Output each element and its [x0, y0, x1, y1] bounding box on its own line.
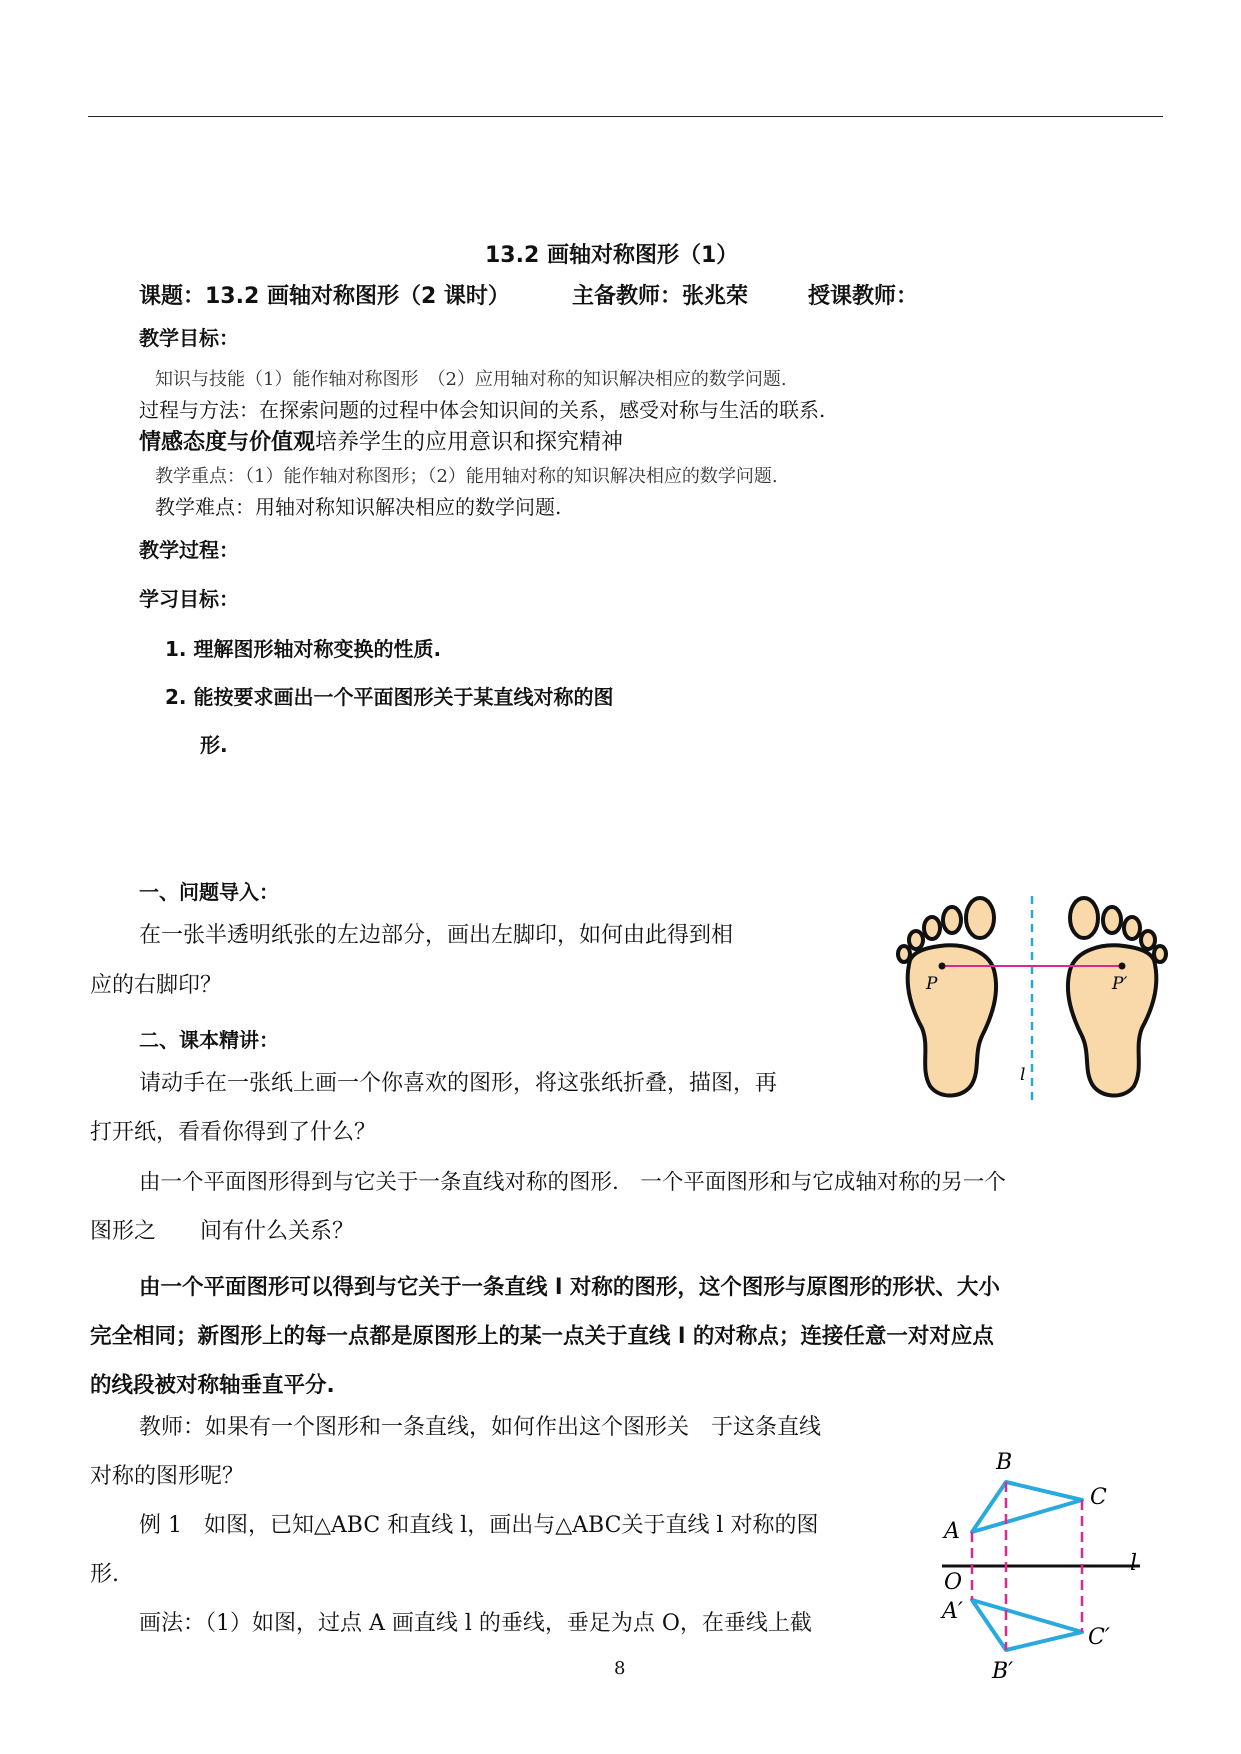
learning-item-2b: 形.: [200, 733, 228, 757]
goals-heading: 教学目标：: [139, 326, 239, 350]
label-a-prime: A′: [942, 1599, 963, 1624]
learning-item-2a: 2. 能按要求画出一个平面图形关于某直线对称的图: [165, 685, 614, 709]
doc-title: 13.2 画轴对称图形（1）: [485, 243, 739, 268]
label-c: C: [1090, 1485, 1107, 1510]
label-o: O: [944, 1570, 963, 1595]
left-footprint: [898, 898, 996, 1096]
triangle-abc: [972, 1482, 1082, 1532]
section-1-para-line-2: 应的右脚印？: [90, 973, 223, 998]
point-p-prime-dot: [1119, 963, 1126, 970]
right-footprint: [1068, 898, 1166, 1096]
difficulties: 教学难点：用轴对称知识解决相应的数学问题.: [155, 495, 562, 519]
section-1-para-line-1: 在一张半透明纸张的左边部分，画出左脚印，如何由此得到相: [139, 923, 734, 948]
section-2-para-2-line-2: 图形之 间有什么关系？: [90, 1219, 355, 1244]
goal-emotion: [139, 425, 623, 456]
section-2-heading: 二、课本精讲：: [139, 1028, 279, 1052]
label-p-prime: P′: [1112, 974, 1128, 994]
section-1-heading: 一、问题导入：: [139, 880, 279, 904]
property-line-2: 完全相同；新图形上的每一点都是原图形上的某一点关于直线 l 的对称点；连接任意一对对应点: [90, 1324, 994, 1349]
example-line-2: 形.: [90, 1562, 119, 1587]
page-number: 8: [614, 1658, 626, 1679]
triangle-a2b2c2: [972, 1600, 1082, 1650]
goal-emotion-label: 情感态度与价值观: [139, 430, 316, 455]
header-topic: 课题：13.2 画轴对称图形（2 课时）: [139, 284, 510, 309]
label-c-prime: C′: [1088, 1625, 1110, 1650]
header-teacher: 授课教师：: [808, 284, 919, 309]
goal-knowledge: 知识与技能（1）能作轴对称图形 （2）应用轴对称的知识解决相应的数学问题.: [155, 369, 787, 390]
key-points: 教学重点：（1）能作轴对称图形；（2）能用轴对称的知识解决相应的数学问题.: [155, 466, 778, 487]
section-2-para-2-line-1: 由一个平面图形得到与它关于一条直线对称的图形. 一个平面图形和与它成轴对称的另一个: [139, 1170, 1006, 1195]
label-a: A: [944, 1519, 960, 1544]
learning-item-1: 1. 理解图形轴对称变换的性质.: [165, 637, 442, 661]
header-rule: [88, 116, 1163, 117]
learning-heading: 学习目标：: [139, 587, 239, 611]
label-b-prime: B′: [992, 1659, 1014, 1684]
goal-process: 过程与方法：在探索问题的过程中体会知识间的关系，感受对称与生活的联系.: [139, 398, 826, 422]
header-lead-teacher: 主备教师：张兆荣: [572, 284, 749, 309]
label-b: B: [996, 1450, 1013, 1475]
example-line-1: 例 1 如图，已知△ABC 和直线 l，画出与△ABC关于直线 l 对称的图: [139, 1513, 819, 1538]
method-line-1: 画法：（1）如图，过点 A 画直线 l 的垂线，垂足为点 O，在垂线上截: [139, 1611, 812, 1636]
process-heading: 教学过程：: [139, 538, 239, 562]
triangle-figure: [930, 1446, 1150, 1686]
property-line-1: 由一个平面图形可以得到与它关于一条直线 l 对称的图形，这个图形与原图形的形状、大小: [139, 1275, 1000, 1300]
property-line-3: 的线段被对称轴垂直平分.: [90, 1373, 335, 1398]
footprint-figure: [882, 888, 1182, 1103]
point-p-dot: [939, 963, 946, 970]
teacher-question-line-1: 教师：如果有一个图形和一条直线，如何作出这个图形关 于这条直线: [139, 1415, 822, 1440]
goal-emotion-text: 培养学生的应用意识和探究精神: [315, 430, 624, 455]
teacher-question-line-2: 对称的图形呢？: [90, 1464, 245, 1489]
section-2-para-1-line-1: 请动手在一张纸上画一个你喜欢的图形，将这张纸折叠，描图，再: [139, 1071, 778, 1096]
label-axis-l: l: [1020, 1065, 1026, 1085]
label-line-l: l: [1130, 1551, 1138, 1576]
section-2-para-1-line-2: 打开纸，看看你得到了什么？: [90, 1120, 377, 1145]
label-p: P: [926, 974, 938, 994]
